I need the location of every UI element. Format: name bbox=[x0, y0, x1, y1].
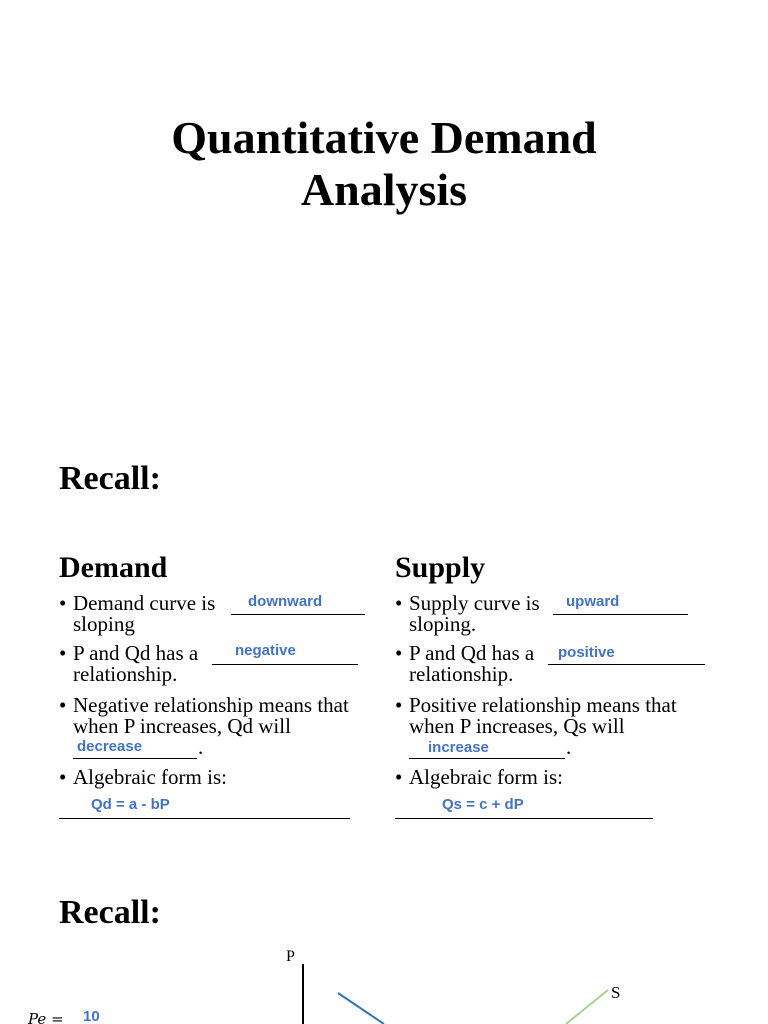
bullet-text: P and Qd has a bbox=[73, 641, 199, 665]
supply-bullet-1 bbox=[395, 593, 725, 637]
bullet-text: Negative relationship means that bbox=[73, 693, 349, 717]
supply-curve bbox=[566, 990, 608, 1024]
title-line-1: Quantitative Demand bbox=[171, 112, 597, 163]
bullet-text: when P increases, Qs will bbox=[409, 714, 625, 738]
demand-bullet-3 bbox=[59, 695, 379, 761]
pe-label: Pe = bbox=[28, 1010, 64, 1024]
supply-curve-label: S bbox=[611, 983, 621, 1002]
bullet-text: Algebraic form is: bbox=[409, 765, 563, 789]
demand-heading: Demand bbox=[59, 551, 168, 584]
bullet-text: . bbox=[566, 735, 572, 759]
bullet-dot: • bbox=[59, 693, 67, 717]
bullet-text: P and Qd has a bbox=[409, 641, 535, 665]
answer-blank bbox=[409, 758, 565, 759]
answer-blank bbox=[553, 614, 688, 615]
bullet-text: Positive relationship means that bbox=[409, 693, 677, 717]
answer-fill: Qs = c + dP bbox=[442, 796, 524, 813]
demand-bullet-4 bbox=[59, 767, 379, 823]
bullet-dot: • bbox=[59, 591, 67, 615]
answer-blank bbox=[59, 818, 350, 819]
page-title bbox=[0, 112, 768, 216]
demand-bullet-2 bbox=[59, 643, 379, 687]
bullet-text: Supply curve is bbox=[409, 591, 540, 615]
answer-blank bbox=[231, 614, 365, 615]
answer-fill: downward bbox=[248, 593, 323, 610]
bullet-dot: • bbox=[59, 641, 67, 665]
supply-bullet-4 bbox=[395, 767, 725, 823]
bullet-dot: • bbox=[395, 591, 403, 615]
answer-fill: positive bbox=[558, 644, 615, 661]
bullet-text: relationship. bbox=[73, 662, 178, 686]
answer-fill: Qd = a - bP bbox=[91, 796, 170, 813]
answer-blank bbox=[212, 664, 358, 665]
bullet-dot: • bbox=[395, 641, 403, 665]
bullet-text: when P increases, Qd will bbox=[73, 714, 291, 738]
answer-blank bbox=[73, 758, 197, 759]
bullet-text: relationship. bbox=[409, 662, 514, 686]
pe-value: 10 bbox=[83, 1008, 100, 1024]
answer-fill: negative bbox=[235, 642, 296, 659]
title-line-2: Analysis bbox=[300, 164, 468, 215]
bullet-dot: • bbox=[395, 693, 403, 717]
answer-fill: decrease bbox=[77, 738, 143, 755]
answer-fill: upward bbox=[566, 593, 620, 610]
bullet-text: . bbox=[198, 735, 204, 759]
supply-bullet-2 bbox=[395, 643, 725, 687]
supply-bullet-3 bbox=[395, 695, 725, 761]
answer-fill: increase bbox=[428, 739, 489, 756]
supply-demand-graph bbox=[0, 930, 768, 1024]
demand-bullet-1 bbox=[59, 593, 379, 637]
answer-blank bbox=[548, 664, 705, 665]
bullet-text: sloping bbox=[73, 612, 135, 636]
bullet-dot: • bbox=[59, 765, 67, 789]
bullet-text: Demand curve is bbox=[73, 591, 216, 615]
bullet-dot: • bbox=[395, 765, 403, 789]
p-axis-label: P bbox=[286, 948, 295, 965]
recall-heading: Recall: bbox=[59, 460, 161, 497]
bullet-text: Algebraic form is: bbox=[73, 765, 227, 789]
demand-curve bbox=[338, 993, 384, 1024]
recall-heading-2: Recall: bbox=[59, 894, 161, 931]
supply-heading: Supply bbox=[395, 551, 486, 584]
bullet-text: sloping. bbox=[409, 612, 477, 636]
answer-blank bbox=[395, 818, 653, 819]
